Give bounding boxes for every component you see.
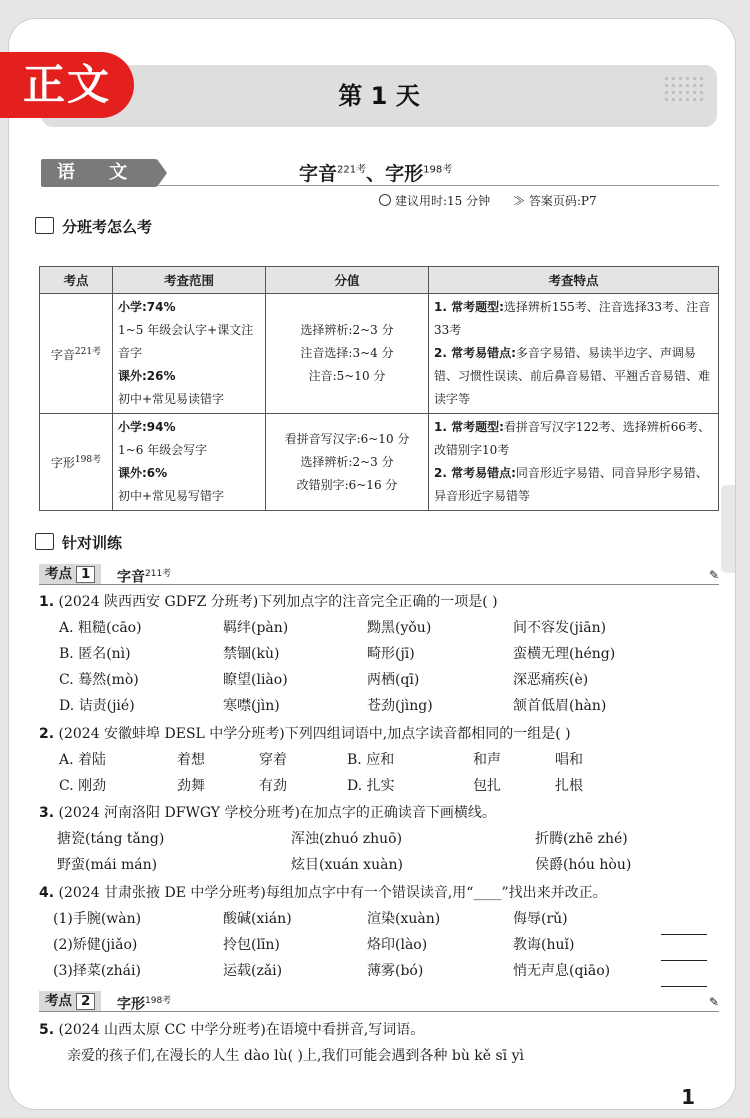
option-item: 渲染(xuàn) [367,911,441,927]
option-item: 教诲(huǐ) [513,937,575,953]
option-item: 有劲 [259,778,287,794]
option-item: 浑浊(zhuó zhuō) [291,831,403,847]
option-item: 侮辱(rǔ) [513,911,568,927]
option-item: 唱和 [555,752,583,768]
option-item: 野蛮(mái mán) [57,857,158,873]
study-meta [379,192,597,209]
option-item: B. 匿名(nì) [59,646,131,662]
question-5-line: 亲爱的孩子们,在漫长的人生 dào lù( )上,我们可能会遇到各种 bù kě sī yì [67,1048,525,1064]
feature-cell: 1. 常考题型:看拼音写汉字122考、选择辨析66考、改错别字10考 2. 常考易错点:同音形近字易错、同音异形字易错、异音形近字易错等 [429,414,719,511]
option-item: 炫目(xuán xuàn) [291,857,403,873]
question-2: 2. (2024 安徽蚌埠 DESL 中学分班考)下列四组词语中,加点字读音都相同的一组是( ) [39,726,571,742]
table-header: 考点 [40,267,113,294]
day-header-bar [41,65,717,127]
question-4: 4. (2024 甘肃张掖 DE 中学分班考)每组加点字中有一个错误读音,用“____”找出来并改正。 [39,885,607,901]
option-item: 薄雾(bó) [367,963,424,979]
option-item: A. 着陆 [59,752,107,768]
table-row [40,294,719,414]
option-item: 寒噤(jìn) [223,698,280,714]
question-1: 1. (2024 陕西西安 GDFZ 分班考)下列加点字的注音完全正确的一项是( ) [39,594,498,610]
question-3: 3. (2024 河南洛阳 DFWGY 学校分班考)在加点字的正确读音下画横线。 [39,805,496,821]
score-cell: 看拼音写汉字:6~10 分 选择辨析:2~3 分 改错别字:6~16 分 [266,414,429,511]
option-item: 包扎 [473,778,501,794]
option-item: (1)手腕(wàn) [53,911,142,927]
subject-tag: 语 文 [41,159,157,187]
clock-icon [379,194,391,206]
pen-icon: ✎ [708,568,719,582]
scope-cell: 小学:74% 1~5 年级会认字+课文注音字 课外:26% 初中+常见易读错字 [113,294,266,414]
option-item: 苍劲(jìng) [367,698,433,714]
score-cell: 选择辨析:2~3 分 注音选择:3~4 分 注音:5~10 分 [266,294,429,414]
option-item: D. 诘责(jié) [59,698,135,714]
exam-analysis-table [39,266,719,511]
scope-cell: 小学:94% 1~6 年级会写字 课外:6% 初中+常见易写错字 [113,414,266,511]
option-item: 深恶痛疾(è) [513,672,589,688]
option-item: 烙印(lào) [367,937,428,953]
option-item: 和声 [473,752,501,768]
point-cell: 字形$^{198考}$ [40,414,113,511]
pen-icon: ✎ [708,995,719,1009]
option-item: 蛮横无理(héng) [513,646,616,662]
page-number: 1 [681,1085,695,1109]
option-item: 颔首低眉(hàn) [513,698,607,714]
option-item: (3)择菜(zhái) [53,963,141,979]
table-header: 分值 [266,267,429,294]
day-title: 第 1 天 [338,82,420,110]
option-item: 扎根 [555,778,583,794]
option-item: C. 蓦然(mò) [59,672,139,688]
option-item: 拎包(līn) [223,937,280,953]
worksheet-page [8,18,736,1110]
dot-pattern-decoration [663,75,703,105]
option-item: 搪瓷(táng tǎng) [57,831,165,847]
option-item: (2)矫健(jiǎo) [53,937,138,953]
option-item: 间不容发(jiān) [513,620,607,636]
feature-cell: 1. 常考题型:选择辨析155考、注音选择33考、注音33考 2. 常考易错点:多音字易错、易读半边字、声调易错、习惯性误读、前后鼻音易错、平翘舌音易错、难读字等 [429,294,719,414]
suggested-time: 建议用时:15 分钟 [395,194,491,208]
option-item: D. 扎实 [347,778,395,794]
option-item: 着想 [177,752,205,768]
option-item: 畸形(jī) [367,646,415,662]
answer-blank[interactable] [661,922,707,939]
answer-blank[interactable] [661,974,707,991]
option-item: 侯爵(hóu hòu) [535,857,632,873]
table-header: 考查范围 [113,267,266,294]
option-item: 穿着 [259,752,287,768]
option-item: 劲舞 [177,778,205,794]
check-icon [35,217,54,234]
section-badge: 正文 [0,52,134,118]
notebook-icon [35,533,54,550]
option-item: B. 应和 [347,752,395,768]
point-cell: 字音$^{221考}$ [40,294,113,414]
knowledge-point-1: 考点 1 字音$^{211考}$ ✎ [39,564,719,585]
option-item: A. 粗糙(cāo) [59,620,142,636]
option-item: 折腾(zhē zhé) [535,831,628,847]
option-item: 黝黑(yǒu) [367,620,432,636]
topic-title: 字音$^{221考}$、字形$^{198考}$ [299,163,453,185]
table-header-row [40,267,719,294]
option-item: 两栖(qī) [367,672,420,688]
option-item: 禁锢(kù) [223,646,280,662]
option-item: 羁绊(pàn) [223,620,289,636]
option-item: 运载(zǎi) [223,963,283,979]
section-how-to-test: 分班考怎么考 [35,216,152,237]
section-practice: 针对训练 [35,532,122,553]
option-item: 酸碱(xián) [223,911,292,927]
option-item: 悄无声息(qiāo) [513,963,611,979]
side-tab [721,485,735,573]
answer-blank[interactable] [661,948,707,965]
knowledge-point-2: 考点 2 字形$^{198考}$ ✎ [39,991,719,1012]
table-header: 考查特点 [429,267,719,294]
question-5: 5. (2024 山西太原 CC 中学分班考)在语境中看拼音,写词语。 [39,1022,425,1038]
answer-page: ≫ 答案页码:P7 [513,194,597,208]
table-row [40,414,719,511]
option-item: C. 刚劲 [59,778,107,794]
option-item: 瞭望(liào) [223,672,288,688]
